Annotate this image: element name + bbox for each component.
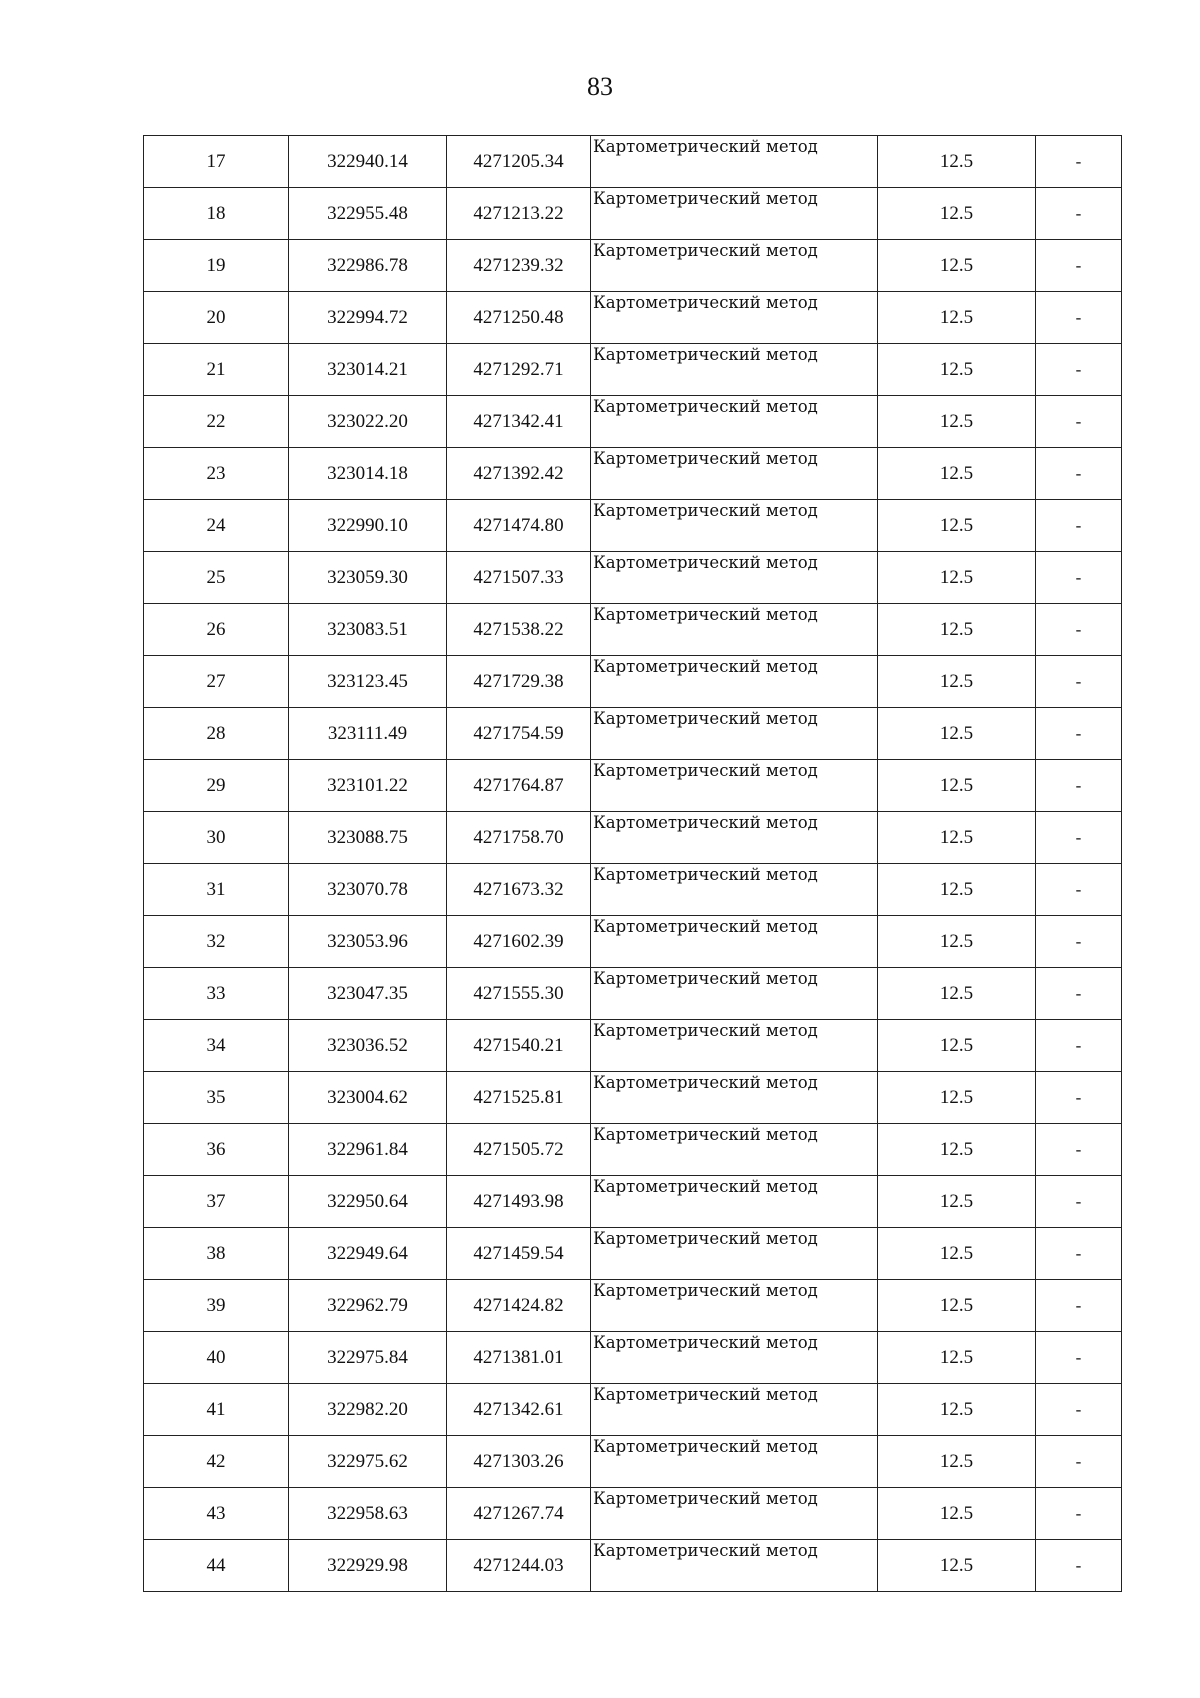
point-number-cell: 35	[144, 1072, 289, 1124]
x-coordinate-cell: 323123.45	[289, 656, 447, 708]
method-cell: Картометрический метод	[591, 1332, 878, 1384]
accuracy-cell: 12.5	[878, 1176, 1036, 1228]
accuracy-cell: 12.5	[878, 968, 1036, 1020]
accuracy-cell: 12.5	[878, 1332, 1036, 1384]
table-row	[144, 188, 1122, 240]
accuracy-cell: 12.5	[878, 812, 1036, 864]
point-number-cell: 33	[144, 968, 289, 1020]
y-coordinate-cell: 4271538.22	[447, 604, 591, 656]
table-row	[144, 1332, 1122, 1384]
y-coordinate-cell: 4271459.54	[447, 1228, 591, 1280]
point-number-cell: 31	[144, 864, 289, 916]
y-coordinate-cell: 4271602.39	[447, 916, 591, 968]
accuracy-cell: 12.5	[878, 1124, 1036, 1176]
y-coordinate-cell: 4271392.42	[447, 448, 591, 500]
y-coordinate-cell: 4271540.21	[447, 1020, 591, 1072]
point-number-cell: 41	[144, 1384, 289, 1436]
table-row	[144, 1488, 1122, 1540]
accuracy-cell: 12.5	[878, 1228, 1036, 1280]
point-number-cell: 22	[144, 396, 289, 448]
table-row	[144, 344, 1122, 396]
note-cell: -	[1036, 344, 1122, 396]
method-cell: Картометрический метод	[591, 292, 878, 344]
method-cell: Картометрический метод	[591, 188, 878, 240]
method-cell: Картометрический метод	[591, 1072, 878, 1124]
y-coordinate-cell: 4271244.03	[447, 1540, 591, 1592]
x-coordinate-cell: 322986.78	[289, 240, 447, 292]
y-coordinate-cell: 4271424.82	[447, 1280, 591, 1332]
table-row	[144, 760, 1122, 812]
table-row	[144, 292, 1122, 344]
method-cell: Картометрический метод	[591, 240, 878, 292]
accuracy-cell: 12.5	[878, 604, 1036, 656]
accuracy-cell: 12.5	[878, 656, 1036, 708]
note-cell: -	[1036, 1332, 1122, 1384]
x-coordinate-cell: 323004.62	[289, 1072, 447, 1124]
point-number-cell: 19	[144, 240, 289, 292]
table-row	[144, 1228, 1122, 1280]
x-coordinate-cell: 322949.64	[289, 1228, 447, 1280]
method-cell: Картометрический метод	[591, 864, 878, 916]
x-coordinate-cell: 322975.62	[289, 1436, 447, 1488]
x-coordinate-cell: 323070.78	[289, 864, 447, 916]
method-cell: Картометрический метод	[591, 1124, 878, 1176]
y-coordinate-cell: 4271205.34	[447, 136, 591, 188]
point-number-cell: 44	[144, 1540, 289, 1592]
note-cell: -	[1036, 1436, 1122, 1488]
x-coordinate-cell: 322962.79	[289, 1280, 447, 1332]
y-coordinate-cell: 4271507.33	[447, 552, 591, 604]
table-row	[144, 864, 1122, 916]
table-row	[144, 968, 1122, 1020]
point-number-cell: 36	[144, 1124, 289, 1176]
x-coordinate-cell: 323059.30	[289, 552, 447, 604]
y-coordinate-cell: 4271673.32	[447, 864, 591, 916]
table-row	[144, 1436, 1122, 1488]
accuracy-cell: 12.5	[878, 1540, 1036, 1592]
note-cell: -	[1036, 864, 1122, 916]
note-cell: -	[1036, 656, 1122, 708]
note-cell: -	[1036, 136, 1122, 188]
note-cell: -	[1036, 1176, 1122, 1228]
method-cell: Картометрический метод	[591, 448, 878, 500]
y-coordinate-cell: 4271754.59	[447, 708, 591, 760]
note-cell: -	[1036, 396, 1122, 448]
accuracy-cell: 12.5	[878, 552, 1036, 604]
x-coordinate-cell: 322958.63	[289, 1488, 447, 1540]
x-coordinate-cell: 323088.75	[289, 812, 447, 864]
note-cell: -	[1036, 448, 1122, 500]
note-cell: -	[1036, 604, 1122, 656]
y-coordinate-cell: 4271342.61	[447, 1384, 591, 1436]
x-coordinate-cell: 322955.48	[289, 188, 447, 240]
accuracy-cell: 12.5	[878, 292, 1036, 344]
point-number-cell: 29	[144, 760, 289, 812]
point-number-cell: 39	[144, 1280, 289, 1332]
note-cell: -	[1036, 240, 1122, 292]
accuracy-cell: 12.5	[878, 396, 1036, 448]
x-coordinate-cell: 322940.14	[289, 136, 447, 188]
y-coordinate-cell: 4271525.81	[447, 1072, 591, 1124]
accuracy-cell: 12.5	[878, 1384, 1036, 1436]
method-cell: Картометрический метод	[591, 968, 878, 1020]
page-number: 83	[587, 72, 613, 101]
point-number-cell: 24	[144, 500, 289, 552]
method-cell: Картометрический метод	[591, 1384, 878, 1436]
accuracy-cell: 12.5	[878, 760, 1036, 812]
point-number-cell: 30	[144, 812, 289, 864]
accuracy-cell: 12.5	[878, 916, 1036, 968]
accuracy-cell: 12.5	[878, 448, 1036, 500]
method-cell: Картометрический метод	[591, 1228, 878, 1280]
y-coordinate-cell: 4271555.30	[447, 968, 591, 1020]
point-number-cell: 21	[144, 344, 289, 396]
x-coordinate-cell: 323083.51	[289, 604, 447, 656]
x-coordinate-cell: 323014.18	[289, 448, 447, 500]
note-cell: -	[1036, 552, 1122, 604]
point-number-cell: 34	[144, 1020, 289, 1072]
method-cell: Картометрический метод	[591, 396, 878, 448]
note-cell: -	[1036, 188, 1122, 240]
y-coordinate-cell: 4271729.38	[447, 656, 591, 708]
x-coordinate-cell: 323014.21	[289, 344, 447, 396]
point-number-cell: 38	[144, 1228, 289, 1280]
x-coordinate-cell: 322950.64	[289, 1176, 447, 1228]
method-cell: Картометрический метод	[591, 1020, 878, 1072]
accuracy-cell: 12.5	[878, 1436, 1036, 1488]
x-coordinate-cell: 323022.20	[289, 396, 447, 448]
y-coordinate-cell: 4271250.48	[447, 292, 591, 344]
method-cell: Картометрический метод	[591, 500, 878, 552]
accuracy-cell: 12.5	[878, 1488, 1036, 1540]
method-cell: Картометрический метод	[591, 552, 878, 604]
table-row	[144, 448, 1122, 500]
accuracy-cell: 12.5	[878, 240, 1036, 292]
accuracy-cell: 12.5	[878, 864, 1036, 916]
note-cell: -	[1036, 500, 1122, 552]
table-row	[144, 552, 1122, 604]
x-coordinate-cell: 323053.96	[289, 916, 447, 968]
y-coordinate-cell: 4271764.87	[447, 760, 591, 812]
table-row	[144, 1280, 1122, 1332]
accuracy-cell: 12.5	[878, 500, 1036, 552]
accuracy-cell: 12.5	[878, 136, 1036, 188]
method-cell: Картометрический метод	[591, 812, 878, 864]
y-coordinate-cell: 4271342.41	[447, 396, 591, 448]
point-number-cell: 27	[144, 656, 289, 708]
point-number-cell: 37	[144, 1176, 289, 1228]
x-coordinate-cell: 322975.84	[289, 1332, 447, 1384]
table-row	[144, 812, 1122, 864]
y-coordinate-cell: 4271493.98	[447, 1176, 591, 1228]
y-coordinate-cell: 4271267.74	[447, 1488, 591, 1540]
table-row	[144, 604, 1122, 656]
y-coordinate-cell: 4271505.72	[447, 1124, 591, 1176]
table-row	[144, 1176, 1122, 1228]
table-row	[144, 1020, 1122, 1072]
note-cell: -	[1036, 1124, 1122, 1176]
table-row	[144, 656, 1122, 708]
table-row	[144, 240, 1122, 292]
point-number-cell: 40	[144, 1332, 289, 1384]
point-number-cell: 18	[144, 188, 289, 240]
note-cell: -	[1036, 1228, 1122, 1280]
table-row	[144, 1124, 1122, 1176]
table-body	[144, 136, 1122, 1592]
point-number-cell: 17	[144, 136, 289, 188]
method-cell: Картометрический метод	[591, 1540, 878, 1592]
table-row	[144, 136, 1122, 188]
method-cell: Картометрический метод	[591, 708, 878, 760]
method-cell: Картометрический метод	[591, 1436, 878, 1488]
x-coordinate-cell: 323036.52	[289, 1020, 447, 1072]
y-coordinate-cell: 4271303.26	[447, 1436, 591, 1488]
point-number-cell: 32	[144, 916, 289, 968]
accuracy-cell: 12.5	[878, 1020, 1036, 1072]
y-coordinate-cell: 4271381.01	[447, 1332, 591, 1384]
point-number-cell: 23	[144, 448, 289, 500]
method-cell: Картометрический метод	[591, 344, 878, 396]
point-number-cell: 20	[144, 292, 289, 344]
x-coordinate-cell: 322990.10	[289, 500, 447, 552]
accuracy-cell: 12.5	[878, 1072, 1036, 1124]
note-cell: -	[1036, 708, 1122, 760]
x-coordinate-cell: 322994.72	[289, 292, 447, 344]
y-coordinate-cell: 4271758.70	[447, 812, 591, 864]
note-cell: -	[1036, 968, 1122, 1020]
point-number-cell: 42	[144, 1436, 289, 1488]
x-coordinate-cell: 323111.49	[289, 708, 447, 760]
x-coordinate-cell: 322929.98	[289, 1540, 447, 1592]
table-row	[144, 396, 1122, 448]
table-row	[144, 1384, 1122, 1436]
note-cell: -	[1036, 812, 1122, 864]
x-coordinate-cell: 322961.84	[289, 1124, 447, 1176]
accuracy-cell: 12.5	[878, 1280, 1036, 1332]
note-cell: -	[1036, 1280, 1122, 1332]
note-cell: -	[1036, 760, 1122, 812]
point-number-cell: 26	[144, 604, 289, 656]
method-cell: Картометрический метод	[591, 1176, 878, 1228]
note-cell: -	[1036, 292, 1122, 344]
note-cell: -	[1036, 1488, 1122, 1540]
accuracy-cell: 12.5	[878, 188, 1036, 240]
method-cell: Картометрический метод	[591, 136, 878, 188]
note-cell: -	[1036, 1072, 1122, 1124]
method-cell: Картометрический метод	[591, 1488, 878, 1540]
table-row	[144, 708, 1122, 760]
point-number-cell: 28	[144, 708, 289, 760]
note-cell: -	[1036, 1020, 1122, 1072]
method-cell: Картометрический метод	[591, 604, 878, 656]
y-coordinate-cell: 4271239.32	[447, 240, 591, 292]
y-coordinate-cell: 4271213.22	[447, 188, 591, 240]
note-cell: -	[1036, 1384, 1122, 1436]
note-cell: -	[1036, 1540, 1122, 1592]
method-cell: Картометрический метод	[591, 760, 878, 812]
coordinates-table	[143, 135, 1122, 1592]
table-row	[144, 1540, 1122, 1592]
accuracy-cell: 12.5	[878, 344, 1036, 396]
x-coordinate-cell: 323047.35	[289, 968, 447, 1020]
point-number-cell: 25	[144, 552, 289, 604]
accuracy-cell: 12.5	[878, 708, 1036, 760]
y-coordinate-cell: 4271474.80	[447, 500, 591, 552]
table-row	[144, 1072, 1122, 1124]
table-row	[144, 916, 1122, 968]
method-cell: Картометрический метод	[591, 656, 878, 708]
point-number-cell: 43	[144, 1488, 289, 1540]
table-row	[144, 500, 1122, 552]
note-cell: -	[1036, 916, 1122, 968]
method-cell: Картометрический метод	[591, 916, 878, 968]
method-cell: Картометрический метод	[591, 1280, 878, 1332]
y-coordinate-cell: 4271292.71	[447, 344, 591, 396]
x-coordinate-cell: 323101.22	[289, 760, 447, 812]
x-coordinate-cell: 322982.20	[289, 1384, 447, 1436]
